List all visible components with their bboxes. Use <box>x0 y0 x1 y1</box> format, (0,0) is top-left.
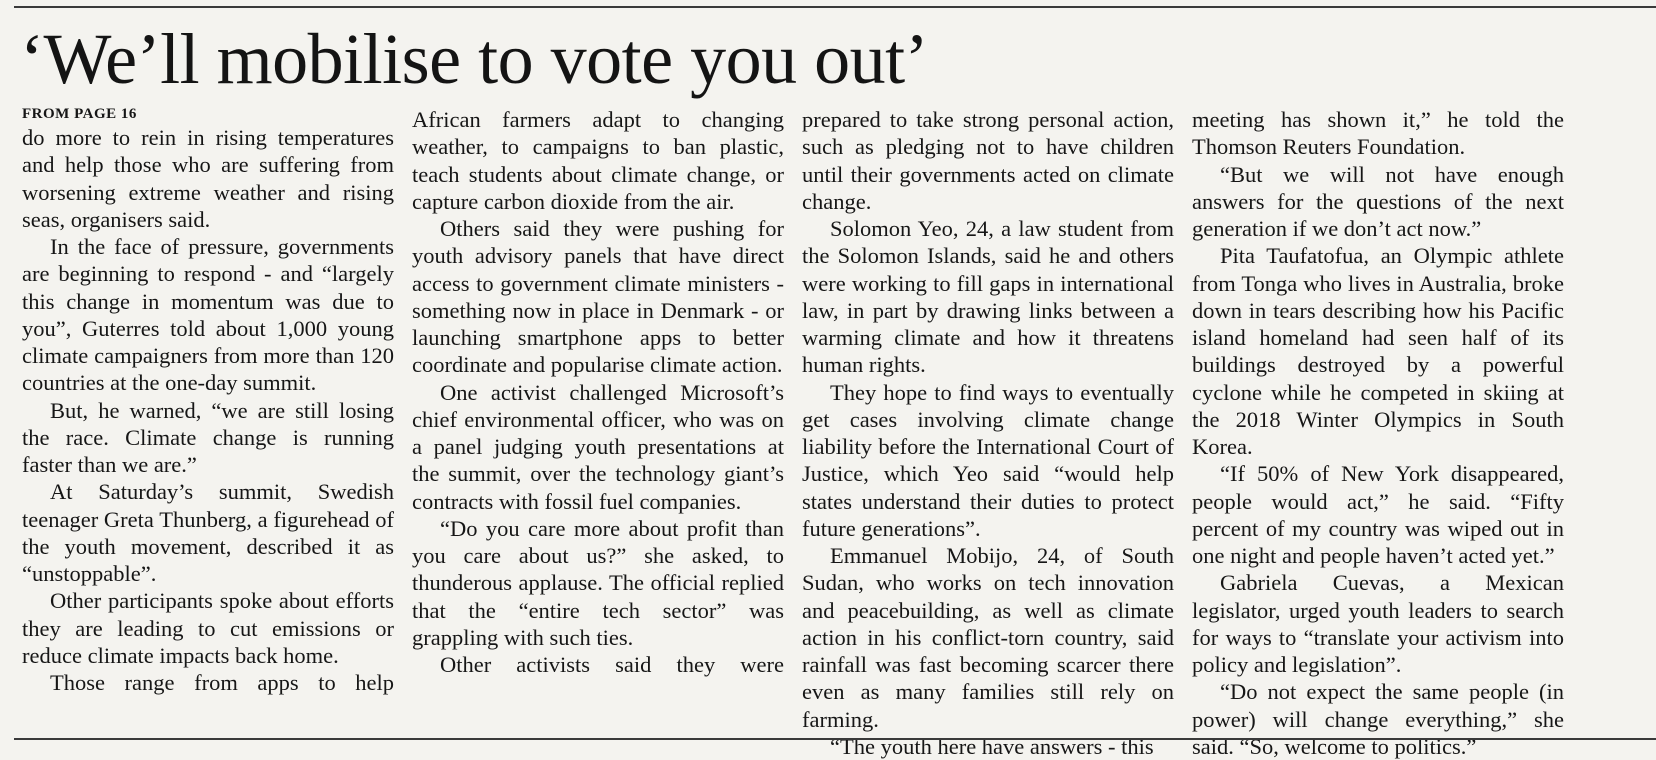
paragraph: In the face of pressure, governments are beginning to respond - and “largely this change in momentum was due to you”, Guterres told about 1,000 young climate campaigners from more than 120 countries at the one-day summit. <box>22 234 394 396</box>
paragraph: “Do you care more about profit than you care about us?” she asked, to thunderous applause. The official replied that the “entire tech sector” was grappling with such ties. <box>412 515 784 650</box>
paragraph: Pita Taufatofua, an Olympic athlete from Tonga who lives in Australia, broke down in tears describing how his Pacific island homeland had seen half of its buildings destroyed by a powerful cyclone while he competed in skiing at the 2018 Winter Olympics in South Korea. <box>1192 243 1564 459</box>
article-column-1 <box>22 104 394 696</box>
paragraph: Emmanuel Mobijo, 24, of South Sudan, who works on tech innovation and peacebuilding, as well as climate action in his conflict-torn country, said rainfall was fast becoming scarcer there even as many families still rely on farming. <box>802 543 1174 732</box>
paragraph: Other activists said they were <box>440 652 784 677</box>
article-column-4 <box>1192 106 1564 760</box>
paragraph: Solomon Yeo, 24, a law student from the Solomon Islands, said he and others were working to fill gaps in international law, in part by drawing links between a warming climate and how it threatens human rights. <box>802 216 1174 378</box>
paragraph: “The youth here have answers - this <box>830 733 1154 759</box>
paragraph: “If 50% of New York disappeared, people would act,” he said. “Fifty percent of my country was wiped out in one night and people haven’t acted yet.” <box>1192 461 1564 568</box>
paragraph: meeting has shown it,” he told the Thomson Reuters Foundation. <box>1192 107 1564 160</box>
paragraph: At Saturday’s summit, Swedish teenager Greta Thunberg, a figurehead of the youth movement, described it as “unstoppable”. <box>22 479 394 586</box>
paragraph: They hope to find ways to eventually get cases involving climate change liability before the International Court of Justice, which Yeo said “would help states understand their duties to protect future generations”. <box>802 379 1174 541</box>
paragraph: Other participants spoke about efforts they are leading to cut emissions or reduce climate impacts back home. <box>22 588 394 668</box>
article-column-3 <box>802 106 1174 760</box>
paragraph: prepared to take strong personal action, such as pledging not to have children until their governments acted on climate change. <box>802 107 1174 214</box>
paragraph: “But we will not have enough answers for the questions of the next generation if we don’t act now.” <box>1192 161 1564 241</box>
top-rule <box>14 6 1656 8</box>
article-column-2 <box>412 106 784 678</box>
paragraph: One activist challenged Microsoft’s chief environmental officer, who was on a panel judging youth presentations at the summit, over the technology giant’s contracts with fossil fuel companies. <box>412 379 784 514</box>
headline: ‘We’ll mobilise to vote you out’ <box>20 19 929 99</box>
paragraph: do more to rein in rising temperatures and help those who are suffering from worsening extreme weather and rising seas, organisers said. <box>22 125 394 232</box>
paragraph: Those range from apps to help <box>50 670 394 695</box>
paragraph: “Do not expect the same people (in power) will change everything,” she said. “So, welcome to politics.” <box>1192 679 1564 759</box>
bottom-rule <box>14 738 1656 740</box>
paragraph: African farmers adapt to changing weather, to campaigns to ban plastic, teach students about climate change, or capture carbon dioxide from the air. <box>412 107 784 214</box>
paragraph: But, he warned, “we are still losing the race. Climate change is running faster than we are.” <box>22 397 394 477</box>
continued-from-label: FROM PAGE 16 <box>22 106 137 122</box>
paragraph: Gabriela Cuevas, a Mexican legislator, urged youth leaders to search for ways to “translate your activism into policy and legislation”. <box>1192 570 1564 677</box>
paragraph: Others said they were pushing for youth advisory panels that have direct access to government climate ministers - something now in place in Denmark - or launching smartphone apps to better coordinate and popularise climate action. <box>412 216 784 378</box>
